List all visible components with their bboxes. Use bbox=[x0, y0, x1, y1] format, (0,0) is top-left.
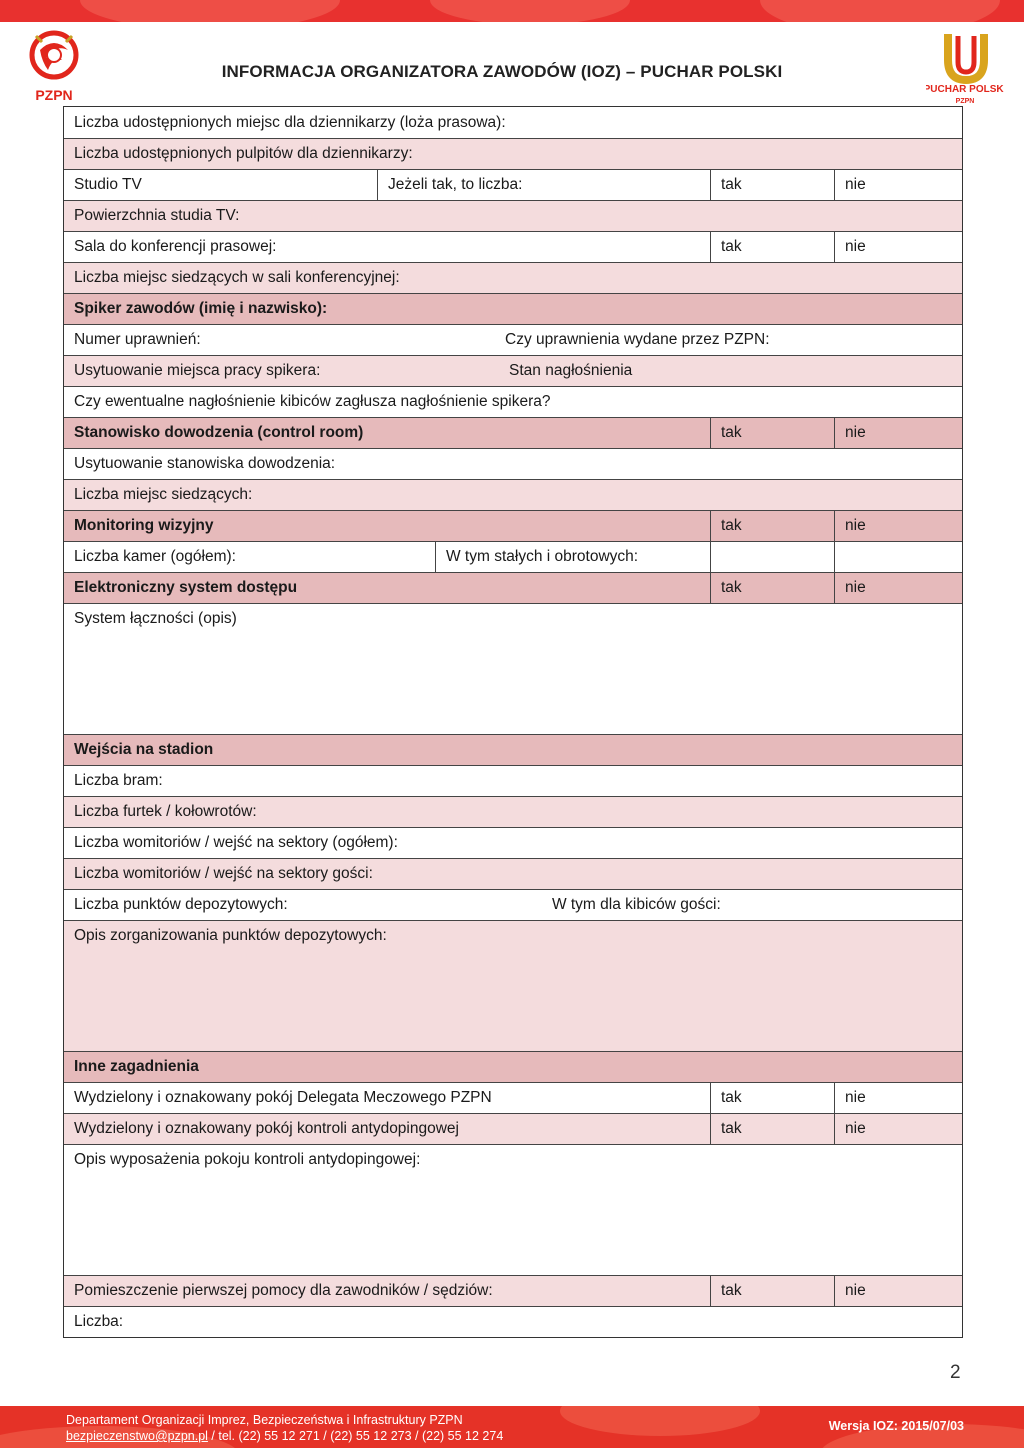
form-row bbox=[64, 138, 962, 169]
no-option[interactable]: nie bbox=[834, 573, 958, 603]
yes-option[interactable]: tak bbox=[710, 170, 834, 200]
no-option[interactable]: nie bbox=[834, 232, 958, 262]
form-row bbox=[64, 603, 962, 734]
form-field-label: System łączności (opis) bbox=[74, 610, 237, 627]
form-row bbox=[64, 479, 962, 510]
empty-field[interactable] bbox=[710, 542, 834, 572]
empty-field[interactable] bbox=[834, 542, 958, 572]
no-option[interactable]: nie bbox=[834, 1114, 958, 1144]
form-field-label: Liczba: bbox=[74, 1313, 124, 1330]
form-row bbox=[64, 200, 962, 231]
form-row bbox=[64, 448, 962, 479]
yes-option[interactable]: tak bbox=[710, 418, 834, 448]
form-field-label: Liczba womitoriów / wejść na sektory gości: bbox=[74, 865, 373, 882]
form-row bbox=[64, 169, 962, 200]
form-field-label: Usytuowanie stanowiska dowodzenia: bbox=[74, 455, 336, 472]
form-section-header bbox=[64, 417, 962, 448]
form-row bbox=[64, 920, 962, 1051]
svg-text:PZPN: PZPN bbox=[955, 98, 975, 105]
form-row bbox=[64, 1275, 962, 1306]
form-field-label: Czy ewentualne nagłośnienie kibiców zagłusza nagłośnienie spikera? bbox=[74, 393, 551, 410]
form-field-label: Liczba udostępnionych pulpitów dla dziennikarzy: bbox=[74, 145, 413, 162]
page-title: INFORMACJA ORGANIZATORA ZAWODÓW (IOZ) – PUCHAR POLSKI bbox=[221, 62, 783, 81]
form-field-label: Pomieszczenie pierwszej pomocy dla zawodników / sędziów: bbox=[74, 1282, 493, 1299]
form-field-label: Wejścia na stadion bbox=[74, 741, 214, 758]
form-field-label: Sala do konferencji prasowej: bbox=[74, 238, 277, 255]
form-section-header bbox=[64, 293, 962, 324]
footer-band bbox=[0, 1406, 1024, 1448]
form-row bbox=[64, 889, 962, 920]
yes-option[interactable]: tak bbox=[710, 1114, 834, 1144]
form-field-label: Czy uprawnienia wydane przez PZPN: bbox=[505, 331, 770, 348]
form-field-label: Jeżeli tak, to liczba: bbox=[377, 170, 710, 200]
page-number: 2 bbox=[950, 1362, 961, 1383]
form-field-label: Studio TV bbox=[74, 176, 142, 193]
footer-version: Wersja IOZ: 2015/07/03 bbox=[828, 1419, 964, 1433]
yes-option[interactable]: tak bbox=[710, 573, 834, 603]
form-section-header bbox=[64, 572, 962, 603]
form-field-label: Inne zagadnienia bbox=[74, 1058, 199, 1075]
form-field-label: Wydzielony i oznakowany pokój Delegata Meczowego PZPN bbox=[74, 1089, 492, 1106]
form-row bbox=[64, 541, 962, 572]
top-decorative-band bbox=[0, 0, 1024, 22]
form-field-label: Liczba miejsc siedzących: bbox=[74, 486, 253, 503]
form-row bbox=[64, 262, 962, 293]
footer-contact bbox=[66, 1412, 503, 1444]
form-row bbox=[64, 386, 962, 417]
form-row bbox=[64, 796, 962, 827]
form-row bbox=[64, 231, 962, 262]
form-field-label: Opis zorganizowania punktów depozytowych: bbox=[74, 927, 387, 944]
form-field-label: Liczba udostępnionych miejsc dla dziennikarzy (loża prasowa): bbox=[74, 113, 506, 131]
form-row bbox=[64, 1113, 962, 1144]
yes-option[interactable]: tak bbox=[710, 1276, 834, 1306]
yes-option[interactable]: tak bbox=[710, 511, 834, 541]
form-row bbox=[64, 107, 962, 138]
footer-department: Departament Organizacji Imprez, Bezpieczeństwa i Infrastruktury PZPN bbox=[66, 1413, 463, 1427]
form-field-label: Wydzielony i oznakowany pokój kontroli antydopingowej bbox=[74, 1120, 459, 1137]
form-field-label: Liczba bram: bbox=[74, 772, 163, 789]
form-row bbox=[64, 1082, 962, 1113]
no-option[interactable]: nie bbox=[834, 418, 958, 448]
yes-option[interactable]: tak bbox=[710, 232, 834, 262]
svg-text:PZPN: PZPN bbox=[35, 87, 73, 103]
form-field-label: Liczba punktów depozytowych: bbox=[74, 896, 288, 913]
form-row bbox=[64, 324, 962, 355]
form-row bbox=[64, 765, 962, 796]
form-field-label: Opis wyposażenia pokoju kontroli antydopingowej: bbox=[74, 1151, 421, 1168]
form-field-label: W tym stałych i obrotowych: bbox=[435, 542, 710, 572]
event-info-form bbox=[63, 106, 963, 1338]
form-row bbox=[64, 1144, 962, 1275]
form-field-label: Spiker zawodów (imię i nazwisko): bbox=[74, 300, 328, 317]
form-section-header bbox=[64, 734, 962, 765]
form-row bbox=[64, 1306, 962, 1337]
form-field-label: Numer uprawnień: bbox=[74, 331, 201, 348]
form-field-label: Liczba furtek / kołowrotów: bbox=[74, 803, 257, 820]
svg-text:PUCHAR POLSKI: PUCHAR POLSKI bbox=[926, 84, 1004, 95]
form-section-header bbox=[64, 510, 962, 541]
no-option[interactable]: nie bbox=[834, 170, 958, 200]
form-field-label: Liczba kamer (ogółem): bbox=[74, 548, 236, 565]
footer-phones: / tel. (22) 55 12 271 / (22) 55 12 273 / (22) 55 12 274 bbox=[207, 1429, 504, 1443]
form-field-label: Liczba womitoriów / wejść na sektory (ogółem): bbox=[74, 834, 398, 851]
form-section-header bbox=[64, 1051, 962, 1082]
form-field-label: Powierzchnia studia TV: bbox=[74, 207, 240, 224]
yes-option[interactable]: tak bbox=[710, 1083, 834, 1113]
form-row bbox=[64, 827, 962, 858]
form-field-label: Stanowisko dowodzenia (control room) bbox=[74, 424, 364, 441]
form-field-label: W tym dla kibiców gości: bbox=[551, 896, 721, 913]
footer-email-link[interactable]: bezpieczenstwo@pzpn.pl bbox=[66, 1429, 208, 1443]
no-option[interactable]: nie bbox=[834, 1083, 958, 1113]
form-row bbox=[64, 858, 962, 889]
form-field-label: Liczba miejsc siedzących w sali konferencyjnej: bbox=[74, 269, 400, 286]
form-row bbox=[64, 355, 962, 386]
form-field-label: Usytuowanie miejsca pracy spikera: bbox=[74, 362, 321, 379]
form-field-label: Stan nagłośnienia bbox=[509, 362, 633, 379]
no-option[interactable]: nie bbox=[834, 511, 958, 541]
form-field-label: Elektroniczny system dostępu bbox=[74, 579, 298, 596]
form-field-label: Monitoring wizyjny bbox=[74, 517, 214, 534]
no-option[interactable]: nie bbox=[834, 1276, 958, 1306]
